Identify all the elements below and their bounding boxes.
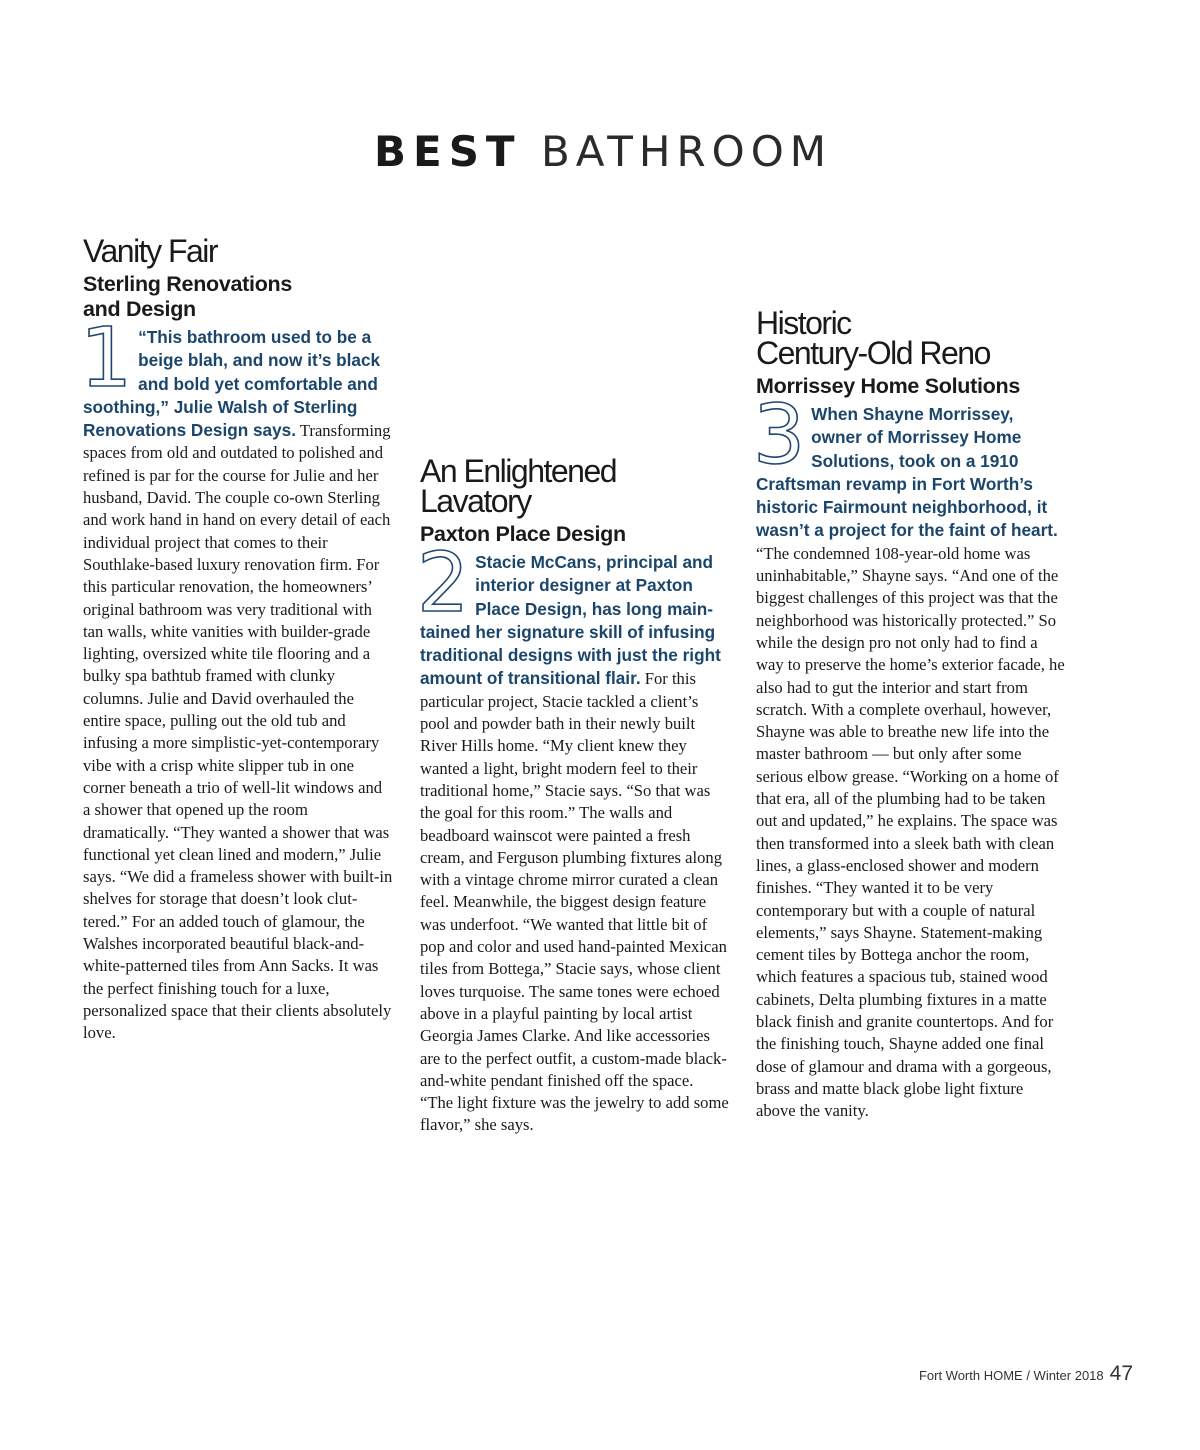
headline-line: An Enlightened <box>420 453 617 489</box>
article-lead: When Shayne Morrissey, owner of Morrissey Home Solutions, took on a 1910 Craftsman revamp in Fort Worth’s historic Fairmount neighborhood, it wasn’t a project for the faint of heart. <box>756 404 1058 541</box>
article-headline <box>83 233 393 269</box>
article-vanity-fair <box>80 228 393 1045</box>
article-body <box>80 311 393 1045</box>
page-title-light: BATHROOM <box>540 127 833 176</box>
company-line: Sterling Renovations <box>83 272 293 296</box>
article-lead: “This bathroom used to be a beige blah, and now it’s black and bold yet comfortable and soothing,” Julie Walsh of Sterling Renovations Design says. <box>83 327 381 441</box>
page-number: 47 <box>1109 1362 1133 1385</box>
page-title <box>0 128 1200 176</box>
company-line: Paxton Place Design <box>420 522 626 546</box>
article-headline <box>420 453 730 519</box>
article-enlightened-lavatory <box>417 453 730 1137</box>
company-line: and Design <box>83 297 196 321</box>
headline-line: Century-Old Reno <box>756 335 990 371</box>
company-line: Morrissey Home Solutions <box>756 374 1020 398</box>
headline-line: Vanity Fair <box>83 233 218 269</box>
article-body <box>417 536 730 1137</box>
page-footer <box>733 1362 1133 1386</box>
article-company <box>420 522 730 547</box>
rank-number-dropcap: 1 <box>80 311 133 406</box>
article-headline <box>756 305 1066 371</box>
rank-number-dropcap: 3 <box>753 388 806 483</box>
article-company <box>756 374 1066 399</box>
article-body <box>753 388 1066 1123</box>
article-company <box>83 272 393 322</box>
article-body-text: “The condemned 108-year-old home was uninhabitable,” Shayne says. “And one of the biggest challenges of this project was that the neighborhood was historically protected.” So while the design pro not only had to find a way to preserve the home’s exterior facade, he also had to gut the interior and start from scratch. With a complete overhaul, however, Shayne was able to breathe new life into the master bathroom — but only after some serious elbow grease. “Working on a home of that era, all of the plumbing had to be taken out and updated,” he explains. The space was then transformed into a sleek bath with clean lines, a glass-enclosed shower and modern finishes. “They wanted it to be very contemporary but with a couple of natural elements,” says Shayne. Statement-making cement tiles by Bottega anchor the room, which features a spacious tub, stained wood cabinets, Delta plumbing fixtures in a matte black finish and granite countertops. And for the finishing touch, Shayne added one final dose of glamour and drama with a gorgeous, brass and matte black globe light fixture above the vanity. <box>756 543 1065 1121</box>
page-title-bold: BEST <box>373 127 522 176</box>
headline-line: Historic <box>756 305 851 341</box>
article-century-old-reno <box>753 305 1066 1123</box>
article-lead: Stacie McCans, principal and interior designer at Paxton Place Design, has long maintained her signature skill of infusing traditional designs with just the right amount of transitional flair. <box>420 552 721 689</box>
rank-number-dropcap: 2 <box>417 536 470 631</box>
publication-name: Fort Worth HOME / Winter 2018 <box>918 1368 1104 1383</box>
article-body-text: For this particular project, Stacie tackled a client’s pool and powder bath in their newly built River Hills home. “My client knew they wanted a light, bright modern feel to their traditional home,” Stacie says. “So that was the goal for this room.” The walls and beadboard wainscot were painted a fresh cream, and Ferguson plumbing fixtures along with a vintage chrome mirror curated a clean feel. Meanwhile, the biggest design feature was underfoot. “We wanted that little bit of pop and color and used hand-painted Mexican tiles from Bottega,” Stacie says, whose client loves turquoise. The same tones were echoed above in a playful painting by local artist Georgia James Clarke. And like accessories are to the perfect outfit, a custom-made black-and-white pendant finished off the space. “The light fixture was the jewelry to add some flavor,” she says. <box>420 669 729 1135</box>
article-body-text: Transforming spaces from old and outdated to polished and refined is par for the course for Julie and her husband, David. The couple co-own Sterling and work hand in hand on every detail of each individual project that comes to their Southlake-based luxury renovation firm. For this particular renovation, the homeowners’ original bathroom was very traditional with tan walls, white vanities with builder-grade lighting, oversized white tile flooring and a bulky spa bathtub framed with clunky columns. Julie and David overhauled the entire space, pulling out the old tub and infusing a more simplistic-yet-contemporary vibe with a crisp white slipper tub in one corner beneath a trio of well-lit windows and a shower that opened up the room dramatically. “They wanted a shower that was functional yet clean lined and modern,” Julie says. “We did a frameless shower with built-in shelves for storage that doesn’t look cluttered.” For an added touch of glamour, the Walshes incorporated beautiful black-and-white-patterned tiles from Ann Sacks. It was the perfect finishing touch for a luxe, personalized space that their clients absolutely love. <box>83 421 393 1043</box>
headline-line: Lavatory <box>420 483 531 519</box>
